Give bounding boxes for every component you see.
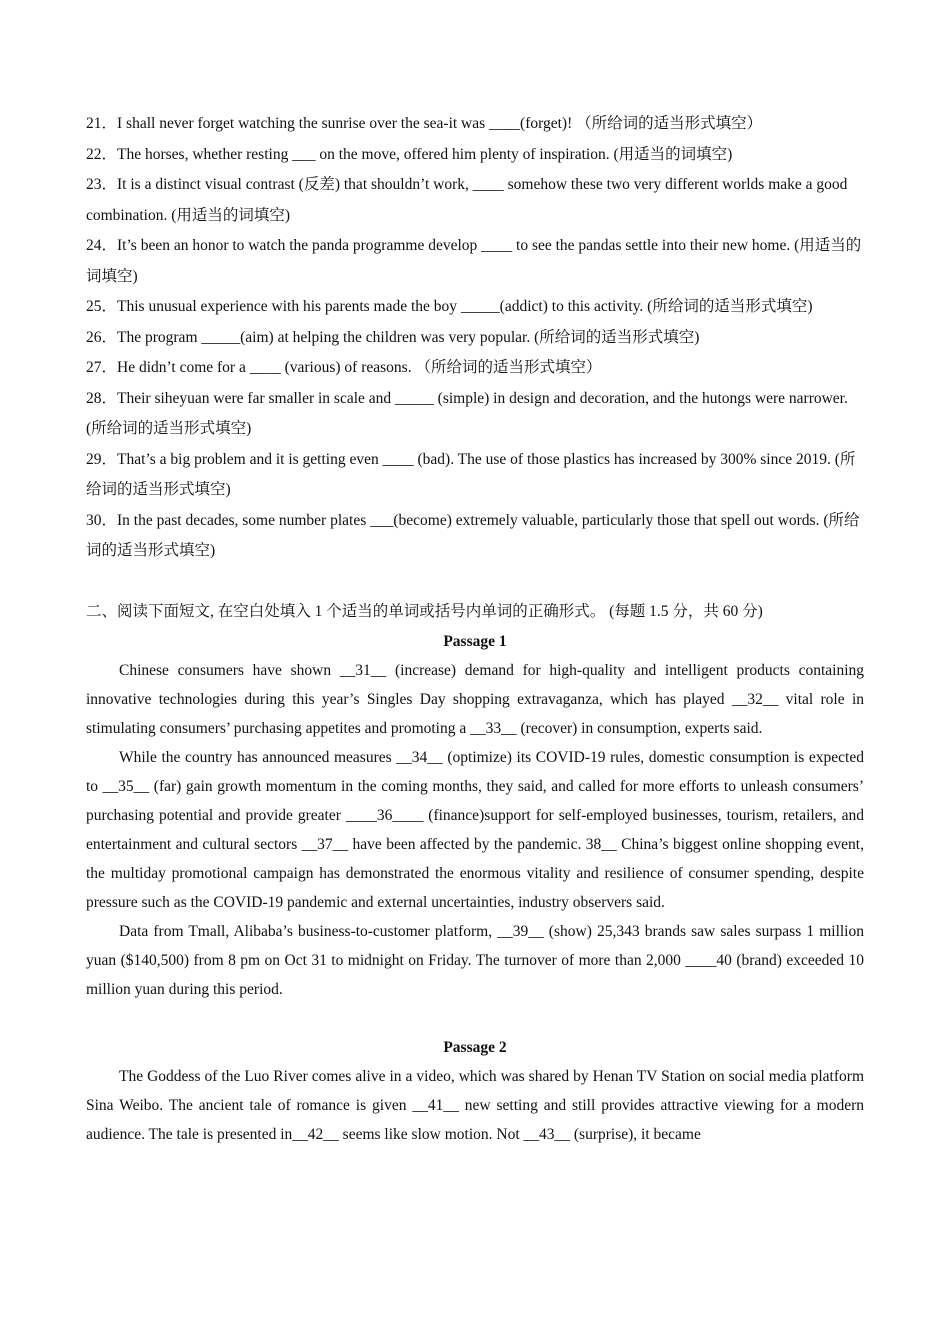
question-23: 23．It is a distinct visual contrast (反差) that shouldn’t work, ____ somehow these two very different worlds make a good combination. (用适当的词填空) xyxy=(86,176,848,224)
question-26: 26．The program _____(aim) at helping the children was very popular. (所给词的适当形式填空) xyxy=(86,328,700,346)
passage-1-paragraph: While the country has announced measures __34__ (optimize) its COVID-19 rules, domestic consumption is expected to __35__ (far) gain growth momentum in the coming months, they said, and called for more efforts to unleash consumers’ purchasing potential and provide greater ____36____ (finance)support for self-employed businesses, tourism, retailers, and entertainment and cultural sectors __37__ have been affected by the pandemic. 38__ China’s biggest online shopping event, the multiday promotional campaign has demonstrated the enormous vitality and resilience of consumer spending, despite pressure such as the COVID-19 pandemic and external uncertainties, industry observers said. xyxy=(86,748,864,911)
question-22: 22．The horses, whether resting ___ on the move, offered him plenty of inspiration. (用适当的词填空) xyxy=(86,145,733,163)
passage-2-paragraph: The Goddess of the Luo River comes alive in a video, which was shared by Henan TV Station on social media platform Sina Weibo. The ancient tale of romance is given __41__ new setting and still provides attractive viewing for a modern audience. The tale is presented in__42__ seems like slow motion. Not __43__ (surprise), it became xyxy=(86,1067,864,1143)
question-list xyxy=(86,109,864,567)
question-27: 27．He didn’t come for a ____ (various) of reasons. （所给词的适当形式填空） xyxy=(86,359,602,376)
document-page xyxy=(86,109,864,1149)
passage-2-title: Passage 2 xyxy=(443,1038,507,1056)
passage-1-title: Passage 1 xyxy=(443,632,507,650)
question-30: 30．In the past decades, some number plates ___(become) extremely valuable, particularly those that spell out words. (所给词的适当形式填空) xyxy=(86,511,860,559)
spacer xyxy=(86,1004,864,1033)
section-heading: 二、阅读下面短文, 在空白处填入 1 个适当的单词或括号内单词的正确形式。 (每题 1.5 分，共 60 分) xyxy=(86,602,763,620)
spacer xyxy=(86,567,864,597)
question-28: 28．Their siheyuan were far smaller in scale and _____ (simple) in design and decoration, and the hutongs were narrower. (所给词的适当形式填空) xyxy=(86,389,848,437)
question-24: 24．It’s been an honor to watch the panda programme develop ____ to see the pandas settle into their new home. (用适当的词填空) xyxy=(86,237,862,285)
question-29: 29．That’s a big problem and it is getting even ____ (bad). The use of those plastics has increased by 300% since 2019. (所给词的适当形式填空) xyxy=(86,450,856,498)
passage-1-paragraph: Data from Tmall, Alibaba’s business-to-customer platform, __39__ (show) 25,343 brands saw sales surpass 1 million yuan ($140,500) from 8 pm on Oct 31 to midnight on Friday. The turnover of more than 2,000 ____40 (brand) exceeded 10 million yuan during this period. xyxy=(86,922,864,998)
question-25: 25．This unusual experience with his parents made the boy _____(addict) to this activity. (所给词的适当形式填空) xyxy=(86,298,813,315)
question-21: 21．I shall never forget watching the sunrise over the sea-it was ____(forget)! （所给词的适当形式填空） xyxy=(86,115,763,132)
passage-1-paragraph: Chinese consumers have shown __31__ (increase) demand for high-quality and intelligent products containing innovative technologies during this year’s Singles Day shopping extravaganza, which has played __32__ vital role in stimulating consumers’ purchasing appetites and promoting a __33__ (recover) in consumption, experts said. xyxy=(86,661,864,737)
